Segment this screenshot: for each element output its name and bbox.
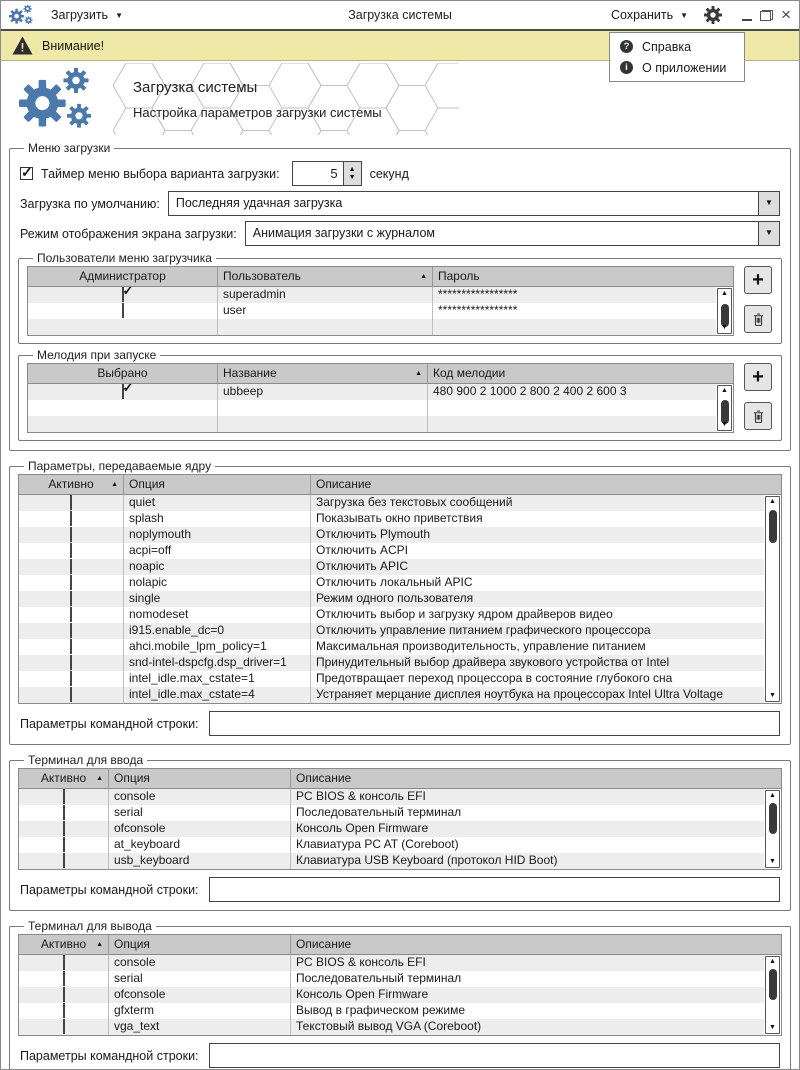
menu-item-label: О приложении — [642, 60, 727, 75]
table-row[interactable] — [28, 319, 716, 335]
column-header[interactable]: Пароль — [438, 269, 480, 283]
row-checkbox[interactable] — [122, 384, 124, 399]
table-cell: intel_idle.max_cstate=1 — [124, 671, 311, 687]
table-row[interactable] — [28, 416, 716, 432]
screen-mode-select[interactable] — [245, 221, 780, 246]
settings-dropdown-menu — [609, 32, 745, 82]
table-cell — [19, 955, 109, 971]
table-cell: noplymouth — [124, 527, 311, 543]
table-cell: ***************** — [438, 287, 518, 301]
table-cell — [19, 623, 124, 639]
table-cell — [19, 687, 124, 703]
default-boot-value: Последняя удачная загрузка — [175, 196, 343, 210]
output-terminal-table — [18, 934, 782, 1036]
table-cell: PC BIOS & консоль EFI — [296, 955, 426, 969]
input-table-body — [19, 789, 764, 869]
table-cell: console — [109, 789, 291, 805]
table-cell: superadmin — [218, 287, 433, 303]
table-cell: ubbeep — [218, 384, 428, 400]
minimize-icon[interactable] — [742, 19, 752, 21]
load-button-label: Загрузить — [51, 8, 109, 22]
row-checkbox[interactable] — [70, 495, 72, 510]
melody-table — [27, 363, 734, 433]
boot-users-legend: Пользователи меню загрузчика — [37, 251, 212, 265]
row-checkbox[interactable] — [70, 671, 72, 686]
save-button-label: Сохранить — [611, 8, 674, 22]
scroll-down-icon[interactable]: ▼ — [721, 421, 728, 428]
sort-asc-icon: ▲ — [420, 273, 427, 280]
load-button[interactable] — [51, 8, 123, 22]
table-cell — [19, 591, 124, 607]
scrollbar-thumb[interactable] — [769, 510, 777, 543]
row-checkbox[interactable] — [63, 789, 65, 804]
table-row[interactable] — [28, 287, 716, 303]
column-header[interactable]: Активно ▲ — [19, 769, 109, 788]
row-checkbox[interactable] — [63, 955, 65, 970]
table-cell: console — [109, 955, 291, 971]
kernel-cmdline-input[interactable] — [209, 711, 780, 736]
default-boot-label: Загрузка по умолчанию: — [20, 196, 160, 211]
table-cell — [19, 805, 109, 821]
add-melody-button[interactable] — [744, 363, 772, 391]
scrollbar-thumb[interactable] — [769, 969, 777, 1000]
trash-icon — [751, 312, 766, 327]
boot-menu-group — [9, 141, 791, 451]
users-table-header[interactable] — [28, 267, 733, 287]
table-cell — [428, 400, 716, 416]
table-cell — [19, 837, 109, 853]
table-cell — [19, 789, 109, 805]
table-cell: Отключить выбор и загрузку ядром драйверов видео — [316, 607, 613, 621]
table-cell — [19, 639, 124, 655]
input-table-header[interactable] — [19, 769, 781, 789]
output-terminal-cmdline-input[interactable] — [209, 1043, 780, 1068]
row-checkbox[interactable] — [70, 687, 72, 702]
table-cell — [19, 559, 124, 575]
row-checkbox[interactable] — [70, 511, 72, 526]
table-row[interactable] — [19, 987, 764, 1003]
table-cell — [19, 987, 109, 1003]
table-cell — [19, 655, 124, 671]
column-header[interactable]: Опция — [109, 935, 291, 954]
row-checkbox[interactable] — [63, 987, 65, 1002]
table-cell: ahci.mobile_lpm_policy=1 — [124, 639, 311, 655]
table-cell: Клавиатура USB Keyboard (протокол HID Boot) — [296, 853, 558, 867]
scroll-up-icon[interactable]: ▲ — [769, 958, 776, 965]
chevron-down-icon[interactable]: ▼ — [758, 222, 779, 245]
table-cell — [19, 607, 124, 623]
vertical-scrollbar[interactable] — [717, 385, 732, 431]
row-checkbox[interactable] — [122, 303, 124, 318]
table-cell — [19, 821, 109, 837]
table-cell: splash — [124, 511, 311, 527]
table-row[interactable] — [19, 559, 764, 575]
table-cell: intel_idle.max_cstate=4 — [124, 687, 311, 703]
screen-mode-label: Режим отображения экрана загрузки: — [20, 226, 237, 241]
table-cell: at_keyboard — [109, 837, 291, 853]
melody-group — [18, 348, 782, 441]
row-checkbox[interactable] — [70, 591, 72, 606]
table-cell: Принудительный выбор драйвера звукового устройства от Intel — [316, 655, 670, 669]
timer-spinner — [292, 161, 362, 186]
info-icon: i — [620, 61, 633, 74]
add-user-button[interactable] — [744, 266, 772, 294]
table-cell — [218, 319, 433, 335]
table-row[interactable] — [19, 543, 764, 559]
table-cell: PC BIOS & консоль EFI — [296, 789, 426, 803]
warning-triangle-icon — [12, 36, 33, 55]
melody-table-body — [28, 384, 716, 432]
save-button[interactable] — [611, 8, 688, 22]
kernel-table-header[interactable] — [19, 475, 781, 495]
kernel-params-group — [9, 459, 791, 745]
table-cell: ofconsole — [109, 987, 291, 1003]
main-content — [1, 137, 799, 1070]
column-header[interactable]: Код мелодии — [433, 366, 506, 380]
table-row[interactable] — [19, 805, 764, 821]
table-cell — [19, 575, 124, 591]
table-cell — [28, 384, 218, 400]
scroll-up-icon[interactable]: ▲ — [769, 498, 776, 505]
menu-item-label: Справка — [642, 39, 692, 54]
table-row[interactable] — [19, 853, 764, 869]
kernel-params-legend: Параметры, передаваемые ядру — [28, 459, 212, 473]
table-cell: ofconsole — [109, 821, 291, 837]
table-cell — [28, 416, 218, 432]
column-header[interactable]: Название ▲ — [218, 364, 428, 383]
table-cell: Последовательный терминал — [296, 805, 462, 819]
app-logo-gears-icon — [9, 4, 35, 26]
plus-icon: + — [752, 366, 764, 388]
table-row[interactable] — [28, 400, 716, 416]
cmdline-label: Параметры командной строки: — [20, 716, 199, 731]
chevron-down-icon: ▼ — [680, 10, 689, 20]
table-row[interactable] — [19, 955, 764, 971]
row-checkbox[interactable] — [70, 623, 72, 638]
table-cell: serial — [109, 971, 291, 987]
page-subtitle: Настройка параметров загрузки системы — [133, 104, 382, 120]
scroll-down-icon[interactable]: ▼ — [769, 858, 776, 865]
column-header[interactable]: Опция — [124, 475, 311, 494]
sort-asc-icon: ▲ — [415, 370, 422, 377]
table-cell: Отключить ACPI — [316, 543, 408, 557]
scroll-down-icon[interactable]: ▼ — [769, 692, 776, 699]
toolbar — [1, 1, 799, 31]
table-row[interactable] — [28, 384, 716, 400]
column-header[interactable]: Активно ▲ — [19, 935, 109, 954]
table-cell: user — [218, 303, 433, 319]
users-table-body — [28, 287, 716, 335]
default-boot-select[interactable] — [168, 191, 780, 216]
table-cell: ***************** — [438, 303, 518, 317]
table-row[interactable] — [19, 623, 764, 639]
table-row[interactable] — [19, 575, 764, 591]
menu-item-help[interactable] — [610, 36, 744, 57]
table-cell: Отключить локальный APIC — [316, 575, 473, 589]
table-cell: Отключить управление питанием графического процессора — [316, 623, 651, 637]
output-terminal-legend: Терминал для вывода — [28, 919, 152, 933]
table-row[interactable] — [19, 971, 764, 987]
table-cell: nomodeset — [124, 607, 311, 623]
table-cell — [19, 511, 124, 527]
column-header[interactable]: Выбрано — [28, 364, 218, 383]
svg-text:!: ! — [20, 40, 25, 55]
cmdline-label: Параметры командной строки: — [20, 882, 199, 897]
table-cell — [28, 319, 218, 335]
table-row[interactable] — [19, 495, 764, 511]
kernel-params-table — [18, 474, 782, 704]
row-checkbox[interactable] — [70, 575, 72, 590]
window-controls — [742, 5, 791, 24]
screen-mode-value: Анимация загрузки с журналом — [252, 226, 436, 240]
trash-icon — [751, 409, 766, 424]
chevron-down-icon[interactable]: ▼ — [758, 192, 779, 215]
table-row[interactable] — [19, 639, 764, 655]
melody-legend: Мелодия при запуске — [37, 348, 157, 362]
table-cell — [19, 671, 124, 687]
table-row[interactable] — [19, 687, 764, 703]
plus-icon: + — [752, 269, 764, 291]
window-title: Загрузка системы — [348, 8, 452, 22]
scrollbar-thumb[interactable] — [769, 803, 777, 834]
table-cell: Клавиатура PC AT (Coreboot) — [296, 837, 459, 851]
column-header[interactable]: Опция — [109, 769, 291, 788]
table-cell: Отключить Plymouth — [316, 527, 431, 541]
timer-unit-label: секунд — [369, 166, 409, 181]
table-cell — [19, 1003, 109, 1019]
vertical-scrollbar[interactable] — [765, 790, 780, 868]
input-terminal-cmdline-input[interactable] — [209, 877, 780, 902]
table-cell: Вывод в графическом режиме — [296, 1003, 466, 1017]
column-header[interactable]: Администратор — [28, 267, 218, 286]
table-row[interactable] — [19, 527, 764, 543]
table-row[interactable] — [19, 655, 764, 671]
sort-asc-icon: ▲ — [96, 775, 103, 782]
row-checkbox[interactable] — [63, 805, 65, 820]
table-cell: serial — [109, 805, 291, 821]
table-cell: i915.enable_dc=0 — [124, 623, 311, 639]
column-header[interactable]: Пользователь ▲ — [218, 267, 433, 286]
table-cell: Отключить APIC — [316, 559, 408, 573]
table-row[interactable] — [19, 607, 764, 623]
input-terminal-legend: Терминал для ввода — [28, 753, 144, 767]
table-cell — [28, 400, 218, 416]
row-checkbox[interactable] — [70, 655, 72, 670]
table-cell: gfxterm — [109, 1003, 291, 1019]
row-checkbox[interactable] — [70, 543, 72, 558]
table-cell — [28, 287, 218, 303]
row-checkbox[interactable] — [70, 559, 72, 574]
vertical-scrollbar[interactable] — [765, 956, 780, 1034]
row-checkbox[interactable] — [122, 287, 124, 302]
table-row[interactable] — [28, 303, 716, 319]
table-cell: vga_text — [109, 1019, 291, 1035]
sort-asc-icon: ▲ — [111, 481, 118, 488]
delete-user-button[interactable] — [744, 305, 772, 333]
table-cell: noapic — [124, 559, 311, 575]
timer-value[interactable]: 5 — [330, 166, 338, 181]
column-header[interactable]: Описание — [296, 771, 352, 785]
users-table — [27, 266, 734, 336]
menu-item-about[interactable] — [610, 57, 744, 78]
settings-gear-icon[interactable] — [704, 6, 722, 24]
boot-users-group — [18, 251, 782, 344]
table-row[interactable] — [19, 821, 764, 837]
output-table-header[interactable] — [19, 935, 781, 955]
column-header[interactable]: Описание — [316, 477, 372, 491]
table-cell: Устраняет мерцание дисплея ноутбука на процессорах Intel Ultra Voltage — [316, 687, 723, 701]
table-cell: 480 900 2 1000 2 800 2 400 2 600 3 — [433, 384, 627, 398]
row-checkbox[interactable] — [70, 527, 72, 542]
table-cell: Максимальная производительность, управление питанием — [316, 639, 646, 653]
table-cell: quiet — [124, 495, 311, 511]
table-cell — [19, 1019, 109, 1035]
table-cell: Последовательный терминал — [296, 971, 462, 985]
column-header[interactable]: Описание — [296, 937, 352, 951]
chevron-down-icon: ▼ — [115, 10, 123, 20]
table-cell — [218, 400, 428, 416]
row-checkbox[interactable] — [70, 639, 72, 654]
kernel-table-body — [19, 495, 764, 703]
table-cell: Предотвращает переход процессора в состояние глубокого сна — [316, 671, 673, 685]
table-row[interactable] — [19, 511, 764, 527]
table-row[interactable] — [19, 837, 764, 853]
table-cell: Текстовый вывод VGA (Coreboot) — [296, 1019, 482, 1033]
row-checkbox[interactable] — [63, 1019, 65, 1034]
row-checkbox[interactable] — [70, 607, 72, 622]
table-cell — [19, 527, 124, 543]
vertical-scrollbar[interactable] — [765, 496, 780, 702]
row-checkbox[interactable] — [63, 1003, 65, 1018]
scroll-up-icon[interactable]: ▲ — [769, 792, 776, 799]
table-cell: snd-intel-dspcfg.dsp_driver=1 — [124, 655, 311, 671]
table-row[interactable] — [19, 1003, 764, 1019]
scroll-down-icon[interactable]: ▼ — [721, 324, 728, 331]
cmdline-label: Параметры командной строки: — [20, 1048, 199, 1063]
table-cell: Консоль Open Firmware — [296, 821, 429, 835]
row-checkbox[interactable] — [63, 971, 65, 986]
table-cell: single — [124, 591, 311, 607]
timer-checkbox[interactable] — [20, 167, 33, 180]
output-table-body — [19, 955, 764, 1035]
row-checkbox[interactable] — [63, 837, 65, 852]
sort-asc-icon: ▲ — [96, 941, 103, 948]
scroll-up-icon[interactable]: ▲ — [721, 387, 728, 394]
boot-menu-legend: Меню загрузки — [28, 141, 111, 155]
table-cell: nolapic — [124, 575, 311, 591]
table-cell — [19, 495, 124, 511]
table-row[interactable] — [19, 1019, 764, 1035]
table-row[interactable] — [19, 671, 764, 687]
table-row[interactable] — [19, 591, 764, 607]
scroll-down-icon[interactable]: ▼ — [769, 1024, 776, 1031]
table-cell — [428, 416, 716, 432]
melody-table-header[interactable] — [28, 364, 733, 384]
table-cell: Показывать окно приветствия — [316, 511, 483, 525]
app-logo-gears-icon — [19, 66, 97, 132]
scroll-up-icon[interactable]: ▲ — [721, 290, 728, 297]
table-cell — [19, 853, 109, 869]
help-icon: ? — [620, 40, 633, 53]
vertical-scrollbar[interactable] — [717, 288, 732, 334]
timer-label: Таймер меню выбора варианта загрузки: — [41, 166, 280, 181]
input-terminal-group — [9, 753, 791, 911]
table-cell — [433, 319, 716, 335]
column-header[interactable]: Активно ▲ — [19, 475, 124, 494]
table-cell: usb_keyboard — [109, 853, 291, 869]
page-title: Загрузка системы — [133, 78, 258, 96]
close-icon[interactable]: × — [781, 5, 791, 24]
table-cell: Режим одного пользователя — [316, 591, 474, 605]
input-terminal-table — [18, 768, 782, 870]
table-cell — [19, 971, 109, 987]
delete-melody-button[interactable] — [744, 402, 772, 430]
row-checkbox[interactable] — [63, 853, 65, 868]
table-row[interactable] — [19, 789, 764, 805]
table-cell — [218, 416, 428, 432]
table-cell: Загрузка без текстовых сообщений — [316, 495, 513, 509]
row-checkbox[interactable] — [63, 821, 65, 836]
restore-icon[interactable] — [760, 10, 773, 21]
output-terminal-group — [9, 919, 791, 1070]
warning-text: Внимание! — [42, 38, 105, 53]
table-cell — [19, 543, 124, 559]
table-cell: acpi=off — [124, 543, 311, 559]
table-cell — [28, 303, 218, 319]
table-cell: Консоль Open Firmware — [296, 987, 429, 1001]
spinner-arrows-icon[interactable]: ▲ ▼ — [343, 162, 361, 185]
